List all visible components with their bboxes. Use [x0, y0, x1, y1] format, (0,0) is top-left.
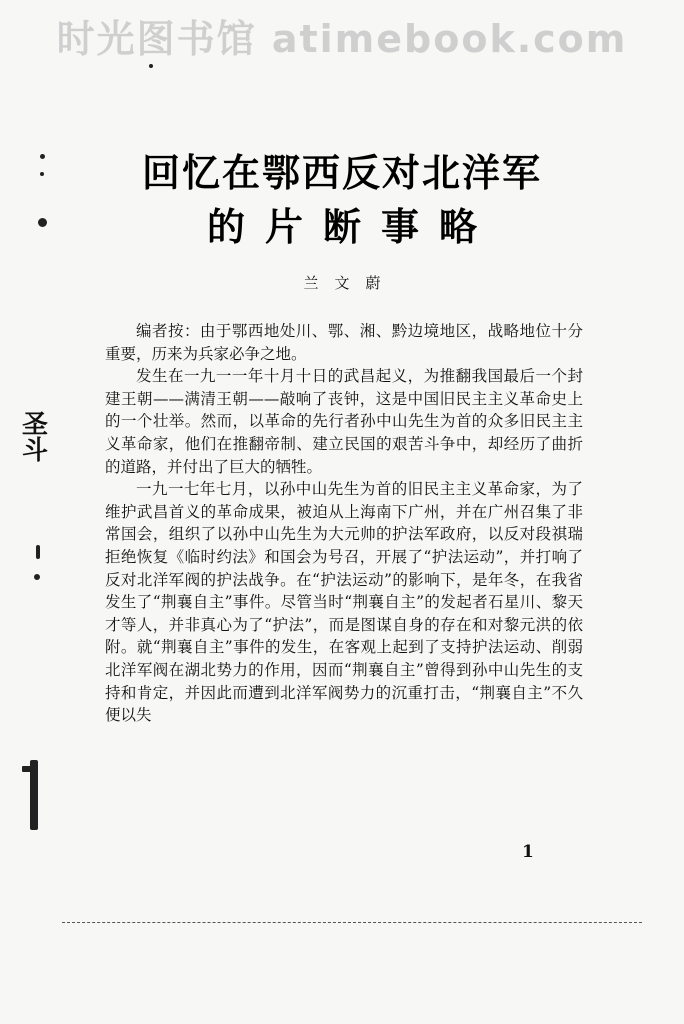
page-number: 1 [522, 842, 534, 862]
page-title-line-2: 的片断事略 [206, 205, 497, 249]
editor-note-paragraph: 编者按：由于鄂西地处川、鄂、湘、黔边境地区，战略地位十分重要，历来为兵家必争之地。 [105, 322, 583, 363]
margin-dot [22, 766, 34, 772]
margin-handwriting: 圣斗 [22, 410, 49, 466]
footer-divider [62, 922, 642, 923]
watermark: 时光图书馆 atimebook.com [56, 17, 628, 61]
margin-dot [149, 64, 153, 68]
author-name: 兰文蔚 [303, 274, 397, 292]
body-paragraph: 发生在一九一一年十月十日的武昌起义，为推翻我国最后一个封建王朝——满清王朝——敲响了丧钟，这是中国旧民主主义革命史上的一个壮举。然而，以革命的先行者孙中山先生为首的众多旧民主主义革命家，他们在推翻帝制、建立民国的艰苦斗争中，却经历了曲折的道路，并付出了巨大的牺牲。 [105, 367, 583, 476]
margin-dot [36, 545, 40, 559]
body-paragraph: 一九一七年七月，以孙中山先生为首的旧民主主义革命家，为了维护武昌首义的革命成果，被迫从上海南下广州，并在广州召集了非常国会，组织了以孙中山先生为大元帅的护法军政府，以反对段祺瑞拒绝恢复《临时约法》和国会为号召，开展了“护法运动”，并打响了反对北洋军阀的护法战争。在“护法运动”的影响下，是年冬，在我省发生了“荆襄自主”事件。尽管当时“荆襄自主”的发起者石星川、黎天才等人，并非真心为了“护法”，而是图谋自身的存在和对黎元洪的依附。就“荆襄自主”事件的发生，在客观上起到了支持护法运动、削弱北洋军阀在湖北势力的作用，因而“荆襄自主”曾得到孙中山先生的支持和肯定，并因此而遭到北洋军阀势力的沉重打击，“荆襄自主”不久便以失 [105, 480, 583, 725]
margin-dot [34, 574, 40, 580]
page-title-line-1: 回忆在鄂西反对北洋军 [141, 151, 542, 195]
article-body [105, 320, 583, 727]
